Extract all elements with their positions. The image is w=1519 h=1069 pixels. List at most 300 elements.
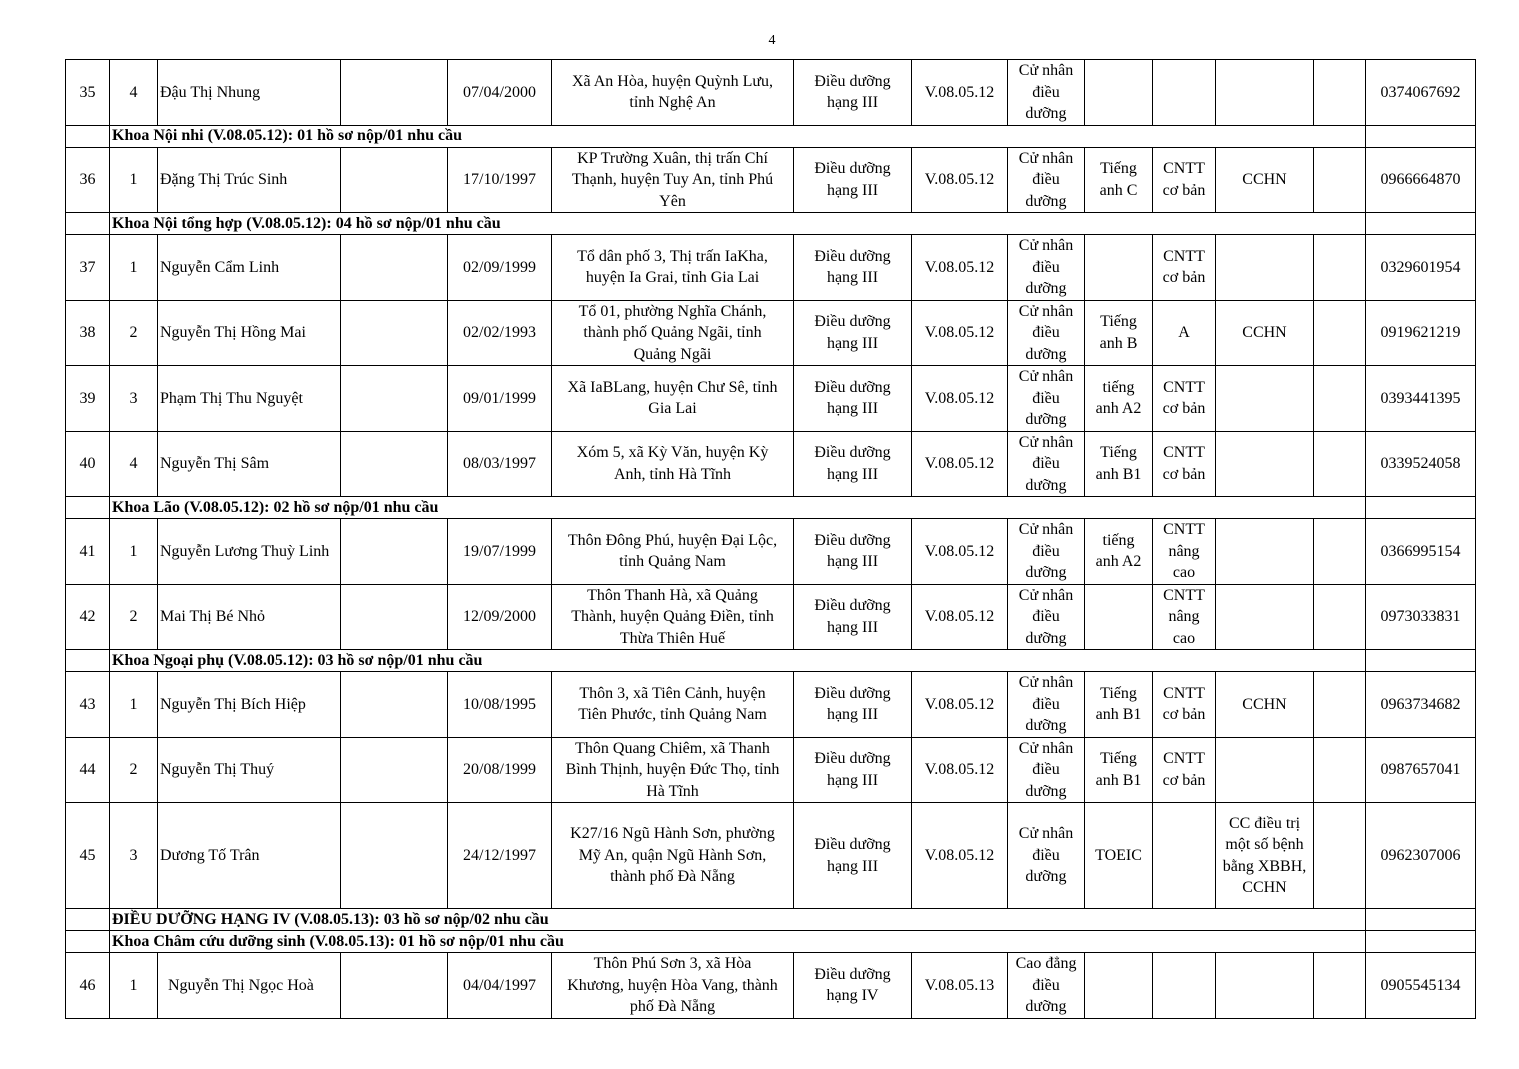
group-index-cell: 1	[110, 953, 158, 1019]
language-line: Tiếng	[1100, 750, 1137, 768]
phone-cell: 0987657041	[1366, 737, 1476, 803]
cert-line: một số bệnh	[1225, 836, 1304, 853]
degree-line: Cử nhân	[1018, 149, 1074, 167]
blank-cell	[341, 147, 448, 213]
table-row	[66, 235, 1476, 301]
section-blank-cell	[66, 931, 110, 953]
birth-date-cell: 02/09/1999	[448, 235, 552, 301]
row-number-cell: 43	[66, 672, 110, 738]
address-line: Thôn Đông Phú, huyện Đại Lộc,	[567, 531, 778, 549]
blank-cell	[341, 584, 448, 650]
title-line: hạng IV	[826, 987, 879, 1005]
row-number-cell: 41	[66, 519, 110, 585]
table-row	[66, 953, 1476, 1019]
table-row	[66, 300, 1476, 366]
it-skill-cell	[1153, 300, 1216, 366]
blank-cell	[1314, 953, 1366, 1019]
it-line: cơ bản	[1162, 181, 1206, 199]
table-row	[66, 584, 1476, 650]
address-cell	[552, 803, 794, 909]
blank-cell	[1314, 519, 1366, 585]
degree-cell	[1008, 235, 1085, 301]
address-line: Quảng Ngãi	[633, 345, 712, 363]
title-line: Điều dưỡng	[814, 531, 891, 549]
language-line: tiếng	[1102, 378, 1135, 396]
address-line: Gia Lai	[648, 400, 697, 418]
section-title: Khoa Châm cứu dưỡng sinh (V.08.05.13): 01 hồ sơ nộp/01 nhu cầu	[110, 931, 1366, 953]
group-index-cell: 3	[110, 366, 158, 432]
group-index-cell: 1	[110, 147, 158, 213]
it-skill-cell	[1153, 235, 1216, 301]
position-title-cell	[794, 953, 912, 1019]
section-header-row	[66, 497, 1476, 519]
degree-cell	[1008, 584, 1085, 650]
language-cell	[1085, 431, 1153, 497]
language-cell	[1085, 147, 1153, 213]
degree-line: dưỡng	[1025, 411, 1067, 428]
blank-cell	[1314, 737, 1366, 803]
row-number-cell: 46	[66, 953, 110, 1019]
blank-cell	[1314, 803, 1366, 909]
position-code-cell: V.08.05.13	[912, 953, 1008, 1019]
degree-cell	[1008, 519, 1085, 585]
cert-line: CCHN	[1242, 171, 1287, 188]
table-row	[66, 60, 1476, 126]
language-line: anh A2	[1095, 400, 1142, 418]
address-cell	[552, 147, 794, 213]
language-line: Tiếng	[1100, 684, 1137, 702]
section-blank-cell	[1366, 213, 1476, 235]
degree-cell	[1008, 953, 1085, 1019]
name-cell: Nguyễn Thị Bích Hiệp	[158, 672, 341, 738]
title-line: Điều dưỡng	[814, 313, 891, 331]
certificate-cell	[1216, 431, 1314, 497]
language-cell	[1085, 803, 1153, 909]
language-cell	[1085, 584, 1153, 650]
language-line: Tiếng	[1100, 444, 1137, 462]
name-cell: Nguyễn Thị Thuý	[158, 737, 341, 803]
degree-cell	[1008, 300, 1085, 366]
blank-cell	[341, 60, 448, 126]
position-code-cell: V.08.05.12	[912, 235, 1008, 301]
degree-line: dưỡng	[1025, 998, 1067, 1015]
certificate-cell	[1216, 300, 1314, 366]
it-line: A	[1178, 324, 1190, 341]
it-skill-cell	[1153, 672, 1216, 738]
title-line: Điều dưỡng	[814, 684, 891, 702]
group-index-cell: 1	[110, 235, 158, 301]
address-line: thành phố Quảng Ngãi, tỉnh	[583, 324, 762, 341]
degree-line: dưỡng	[1025, 629, 1067, 647]
certificate-cell	[1216, 737, 1314, 803]
it-skill-cell	[1153, 366, 1216, 432]
certificate-cell	[1216, 672, 1314, 738]
address-cell	[552, 431, 794, 497]
address-line: Anh, tỉnh Hà Tĩnh	[613, 465, 732, 483]
position-title-cell	[794, 147, 912, 213]
certificate-cell	[1216, 803, 1314, 909]
blank-cell	[341, 803, 448, 909]
degree-line: điều	[1032, 761, 1060, 778]
it-line: CNTT	[1163, 247, 1205, 265]
it-line: CNTT	[1163, 586, 1205, 604]
section-blank-cell	[1366, 650, 1476, 672]
title-line: Điều dưỡng	[814, 378, 891, 396]
section-title: Khoa Nội tổng hợp (V.08.05.12): 04 hồ sơ nộp/01 nhu cầu	[110, 213, 1366, 235]
cert-line: CCHN	[1242, 879, 1287, 896]
position-title-cell	[794, 235, 912, 301]
degree-line: Cử nhân	[1018, 302, 1074, 320]
section-blank-cell	[66, 650, 110, 672]
it-line: CNTT	[1163, 750, 1205, 768]
cert-line: CCHN	[1242, 695, 1287, 713]
it-skill-cell	[1153, 953, 1216, 1019]
candidate-table-body	[66, 60, 1476, 1019]
title-line: Điều dưỡng	[814, 444, 891, 462]
birth-date-cell: 12/09/2000	[448, 584, 552, 650]
language-line: anh B	[1099, 334, 1138, 352]
address-line: K27/16 Ngũ Hành Sơn, phường	[570, 825, 775, 843]
certificate-cell	[1216, 235, 1314, 301]
address-line: Khương, huyện Hòa Vang, thành	[567, 976, 778, 994]
address-line: Xã IaBLang, huyện Chư Sê, tỉnh	[567, 378, 778, 396]
certificate-cell	[1216, 366, 1314, 432]
address-line: Thôn Phú Sơn 3, xã Hòa	[593, 955, 752, 972]
certificate-cell	[1216, 953, 1314, 1019]
address-line: Hà Tĩnh	[646, 782, 699, 800]
blank-cell	[1314, 584, 1366, 650]
title-line: Điều dưỡng	[814, 750, 891, 768]
position-code-cell: V.08.05.12	[912, 803, 1008, 909]
address-line: Thôn 3, xã Tiên Cảnh, huyện	[579, 684, 766, 702]
address-line: Tổ dân phố 3, Thị trấn IaKha,	[577, 247, 768, 265]
row-number-cell: 44	[66, 737, 110, 803]
language-line: anh B1	[1095, 465, 1142, 483]
phone-cell: 0962307006	[1366, 803, 1476, 909]
degree-line: điều	[1032, 324, 1060, 341]
birth-date-cell: 02/02/1993	[448, 300, 552, 366]
name-cell: Nguyễn Thị Ngọc Hoà	[158, 953, 341, 1019]
certificate-cell	[1216, 60, 1314, 126]
table-row	[66, 737, 1476, 803]
language-cell	[1085, 300, 1153, 366]
section-blank-cell	[1366, 909, 1476, 931]
page-number: 4	[768, 33, 776, 48]
degree-line: điều	[1032, 258, 1060, 276]
group-index-cell: 2	[110, 584, 158, 650]
it-line: cơ bản	[1162, 706, 1206, 724]
section-blank-cell	[1366, 931, 1476, 953]
section-blank-cell	[66, 213, 110, 235]
position-code-cell: V.08.05.12	[912, 366, 1008, 432]
section-title: ĐIỀU DƯỠNG HẠNG IV (V.08.05.13): 03 hồ sơ nộp/02 nhu cầu	[110, 909, 1366, 931]
blank-cell	[341, 366, 448, 432]
phone-cell: 0329601954	[1366, 235, 1476, 301]
position-title-cell	[794, 803, 912, 909]
title-line: hạng III	[826, 553, 879, 571]
name-cell: Nguyễn Thị Hồng Mai	[158, 300, 341, 366]
degree-line: Cử nhân	[1018, 586, 1074, 604]
language-line: Tiếng	[1100, 160, 1137, 178]
degree-line: điều	[1032, 171, 1060, 188]
degree-line: điều	[1032, 608, 1060, 625]
name-cell: Mai Thị Bé Nhỏ	[158, 584, 341, 650]
birth-date-cell: 20/08/1999	[448, 737, 552, 803]
section-header-row	[66, 931, 1476, 953]
section-blank-cell	[66, 497, 110, 519]
title-line: hạng III	[826, 181, 879, 199]
section-blank-cell	[1366, 497, 1476, 519]
section-header-row	[66, 909, 1476, 931]
address-cell	[552, 519, 794, 585]
birth-date-cell: 08/03/1997	[448, 431, 552, 497]
name-cell: Phạm Thị Thu Nguyệt	[158, 366, 341, 432]
cert-line: CC điều trị	[1228, 814, 1301, 832]
phone-cell: 0339524058	[1366, 431, 1476, 497]
group-index-cell: 3	[110, 803, 158, 909]
degree-line: Cử nhân	[1018, 825, 1074, 843]
degree-cell	[1008, 431, 1085, 497]
cert-line: bằng XBBH,	[1222, 857, 1307, 875]
section-blank-cell	[66, 909, 110, 931]
blank-cell	[341, 235, 448, 301]
blank-cell	[1314, 300, 1366, 366]
degree-line: Cử nhân	[1018, 237, 1074, 254]
section-header-row	[66, 650, 1476, 672]
blank-cell	[341, 519, 448, 585]
birth-date-cell: 09/01/1999	[448, 366, 552, 432]
row-number-cell: 45	[66, 803, 110, 909]
address-line: Thạnh, huyện Tuy An, tỉnh Phú	[571, 171, 774, 188]
address-line: tỉnh Quảng Nam	[619, 553, 726, 571]
table-row	[66, 147, 1476, 213]
address-line: Tổ 01, phường Nghĩa Chánh,	[578, 302, 767, 320]
degree-line: điều	[1032, 542, 1060, 560]
blank-cell	[1314, 366, 1366, 432]
it-line: cơ bản	[1162, 771, 1206, 789]
address-cell	[552, 672, 794, 738]
it-line: CNTT	[1163, 521, 1205, 538]
position-title-cell	[794, 584, 912, 650]
it-skill-cell	[1153, 431, 1216, 497]
it-line: CNTT	[1163, 684, 1205, 702]
title-line: hạng III	[826, 618, 879, 636]
certificate-cell	[1216, 519, 1314, 585]
position-title-cell	[794, 519, 912, 585]
birth-date-cell: 24/12/1997	[448, 803, 552, 909]
it-line: cao	[1172, 629, 1196, 647]
address-line: tỉnh Nghệ An	[629, 94, 716, 112]
blank-cell	[341, 431, 448, 497]
table-row	[66, 803, 1476, 909]
degree-cell	[1008, 803, 1085, 909]
phone-cell: 0393441395	[1366, 366, 1476, 432]
phone-cell: 0366995154	[1366, 519, 1476, 585]
birth-date-cell: 10/08/1995	[448, 672, 552, 738]
language-cell	[1085, 672, 1153, 738]
language-line: Tiếng	[1100, 313, 1137, 331]
blank-cell	[1314, 672, 1366, 738]
degree-cell	[1008, 147, 1085, 213]
degree-line: dưỡng	[1025, 868, 1067, 886]
row-number-cell: 36	[66, 147, 110, 213]
address-cell	[552, 60, 794, 126]
cert-line: CCHN	[1242, 324, 1287, 341]
title-line: hạng III	[826, 771, 879, 789]
position-code-cell: V.08.05.12	[912, 519, 1008, 585]
phone-cell: 0374067692	[1366, 60, 1476, 126]
certificate-cell	[1216, 147, 1314, 213]
title-line: hạng III	[826, 400, 879, 418]
position-title-cell	[794, 737, 912, 803]
birth-date-cell: 04/04/1997	[448, 953, 552, 1019]
position-title-cell	[794, 60, 912, 126]
title-line: Điều dưỡng	[814, 965, 891, 983]
group-index-cell: 1	[110, 672, 158, 738]
it-skill-cell	[1153, 737, 1216, 803]
row-number-cell: 42	[66, 584, 110, 650]
phone-cell: 0966664870	[1366, 147, 1476, 213]
degree-line: dưỡng	[1025, 280, 1067, 297]
group-index-cell: 1	[110, 519, 158, 585]
title-line: hạng III	[826, 94, 879, 112]
name-cell: Dương Tố Trân	[158, 803, 341, 909]
degree-line: Cao đẳng	[1015, 955, 1077, 972]
blank-cell	[341, 737, 448, 803]
group-index-cell: 2	[110, 737, 158, 803]
address-line: Xã An Hòa, huyện Quỳnh Lưu,	[571, 72, 774, 90]
language-line: tiếng	[1102, 531, 1135, 549]
degree-line: dưỡng	[1025, 564, 1067, 581]
degree-line: dưỡng	[1025, 717, 1067, 734]
row-number-cell: 37	[66, 235, 110, 301]
name-cell: Nguyễn Cẩm Linh	[158, 235, 341, 301]
position-code-cell: V.08.05.12	[912, 737, 1008, 803]
degree-cell	[1008, 366, 1085, 432]
row-number-cell: 40	[66, 431, 110, 497]
blank-cell	[341, 672, 448, 738]
section-blank-cell	[1366, 125, 1476, 147]
address-cell	[552, 953, 794, 1019]
name-cell: Nguyễn Thị Sâm	[158, 431, 341, 497]
address-line: Yên	[659, 192, 686, 210]
name-cell: Nguyễn Lương Thuỳ Linh	[158, 519, 341, 585]
degree-line: điều	[1032, 695, 1060, 713]
table-row	[66, 672, 1476, 738]
address-line: Mỹ An, quận Ngũ Hành Sơn,	[578, 846, 767, 864]
blank-cell	[1314, 431, 1366, 497]
position-code-cell: V.08.05.12	[912, 431, 1008, 497]
degree-line: Cử nhân	[1018, 674, 1074, 691]
degree-cell	[1008, 737, 1085, 803]
language-cell	[1085, 235, 1153, 301]
blank-cell	[341, 953, 448, 1019]
blank-cell	[1314, 235, 1366, 301]
address-cell	[552, 235, 794, 301]
it-skill-cell	[1153, 584, 1216, 650]
title-line: hạng III	[826, 706, 879, 724]
position-code-cell: V.08.05.12	[912, 147, 1008, 213]
degree-line: điều	[1032, 846, 1060, 864]
language-line: anh A2	[1095, 553, 1142, 571]
degree-line: điều	[1032, 389, 1060, 407]
section-header-row	[66, 125, 1476, 147]
language-line: TOEIC	[1095, 846, 1142, 864]
degree-line: dưỡng	[1025, 476, 1067, 494]
blank-cell	[341, 300, 448, 366]
section-title: Khoa Ngoại phụ (V.08.05.12): 03 hồ sơ nộp/01 nhu cầu	[110, 650, 1366, 672]
title-line: Điều dưỡng	[814, 160, 891, 178]
position-code-cell: V.08.05.12	[912, 60, 1008, 126]
it-line: CNTT	[1163, 444, 1205, 462]
address-cell	[552, 366, 794, 432]
title-line: hạng III	[826, 334, 879, 352]
certificate-cell	[1216, 584, 1314, 650]
birth-date-cell: 17/10/1997	[448, 147, 552, 213]
degree-line: Cử nhân	[1018, 433, 1074, 451]
address-cell	[552, 300, 794, 366]
address-line: Tiên Phước, tỉnh Quảng Nam	[578, 706, 767, 724]
degree-line: dưỡng	[1025, 192, 1067, 210]
degree-line: dưỡng	[1025, 782, 1067, 800]
address-line: Thừa Thiên Huế	[619, 629, 726, 647]
address-line: Thôn Thanh Hà, xã Quảng	[587, 586, 758, 604]
position-title-cell	[794, 300, 912, 366]
phone-cell: 0963734682	[1366, 672, 1476, 738]
position-code-cell: V.08.05.12	[912, 672, 1008, 738]
title-line: hạng III	[826, 269, 879, 287]
language-cell	[1085, 60, 1153, 126]
degree-line: dưỡng	[1025, 105, 1067, 122]
it-skill-cell	[1153, 60, 1216, 126]
section-title: Khoa Lão (V.08.05.12): 02 hồ sơ nộp/01 nhu cầu	[110, 497, 1366, 519]
address-line: phố Đà Nẵng	[629, 998, 716, 1015]
it-line: cơ bản	[1162, 400, 1206, 418]
position-code-cell: V.08.05.12	[912, 584, 1008, 650]
it-line: cơ bản	[1162, 465, 1206, 483]
phone-cell: 0919621219	[1366, 300, 1476, 366]
position-title-cell	[794, 431, 912, 497]
degree-line: điều	[1032, 455, 1060, 472]
language-cell	[1085, 366, 1153, 432]
address-line: Thôn Quang Chiêm, xã Thanh	[575, 739, 770, 757]
section-header-row	[66, 213, 1476, 235]
title-line: Điều dưỡng	[814, 72, 891, 90]
group-index-cell: 4	[110, 60, 158, 126]
it-line: nâng	[1168, 608, 1200, 625]
language-cell	[1085, 737, 1153, 803]
it-skill-cell	[1153, 803, 1216, 909]
it-skill-cell	[1153, 519, 1216, 585]
position-code-cell: V.08.05.12	[912, 300, 1008, 366]
degree-line: Cử nhân	[1018, 739, 1074, 757]
table-row	[66, 519, 1476, 585]
title-line: Điều dưỡng	[814, 247, 891, 265]
it-skill-cell	[1153, 147, 1216, 213]
address-line: Thành, huyện Quảng Điền, tỉnh	[571, 608, 774, 625]
language-line: anh B1	[1095, 706, 1142, 724]
degree-line: dưỡng	[1025, 345, 1067, 363]
degree-cell	[1008, 672, 1085, 738]
degree-line: điều	[1032, 83, 1060, 101]
section-blank-cell	[66, 125, 110, 147]
address-line: KP Trường Xuân, thị trấn Chí	[577, 149, 768, 167]
title-line: Điều dưỡng	[814, 597, 891, 615]
address-cell	[552, 584, 794, 650]
name-cell: Đậu Thị Nhung	[158, 60, 341, 126]
degree-line: Cử nhân	[1018, 521, 1074, 538]
address-cell	[552, 737, 794, 803]
